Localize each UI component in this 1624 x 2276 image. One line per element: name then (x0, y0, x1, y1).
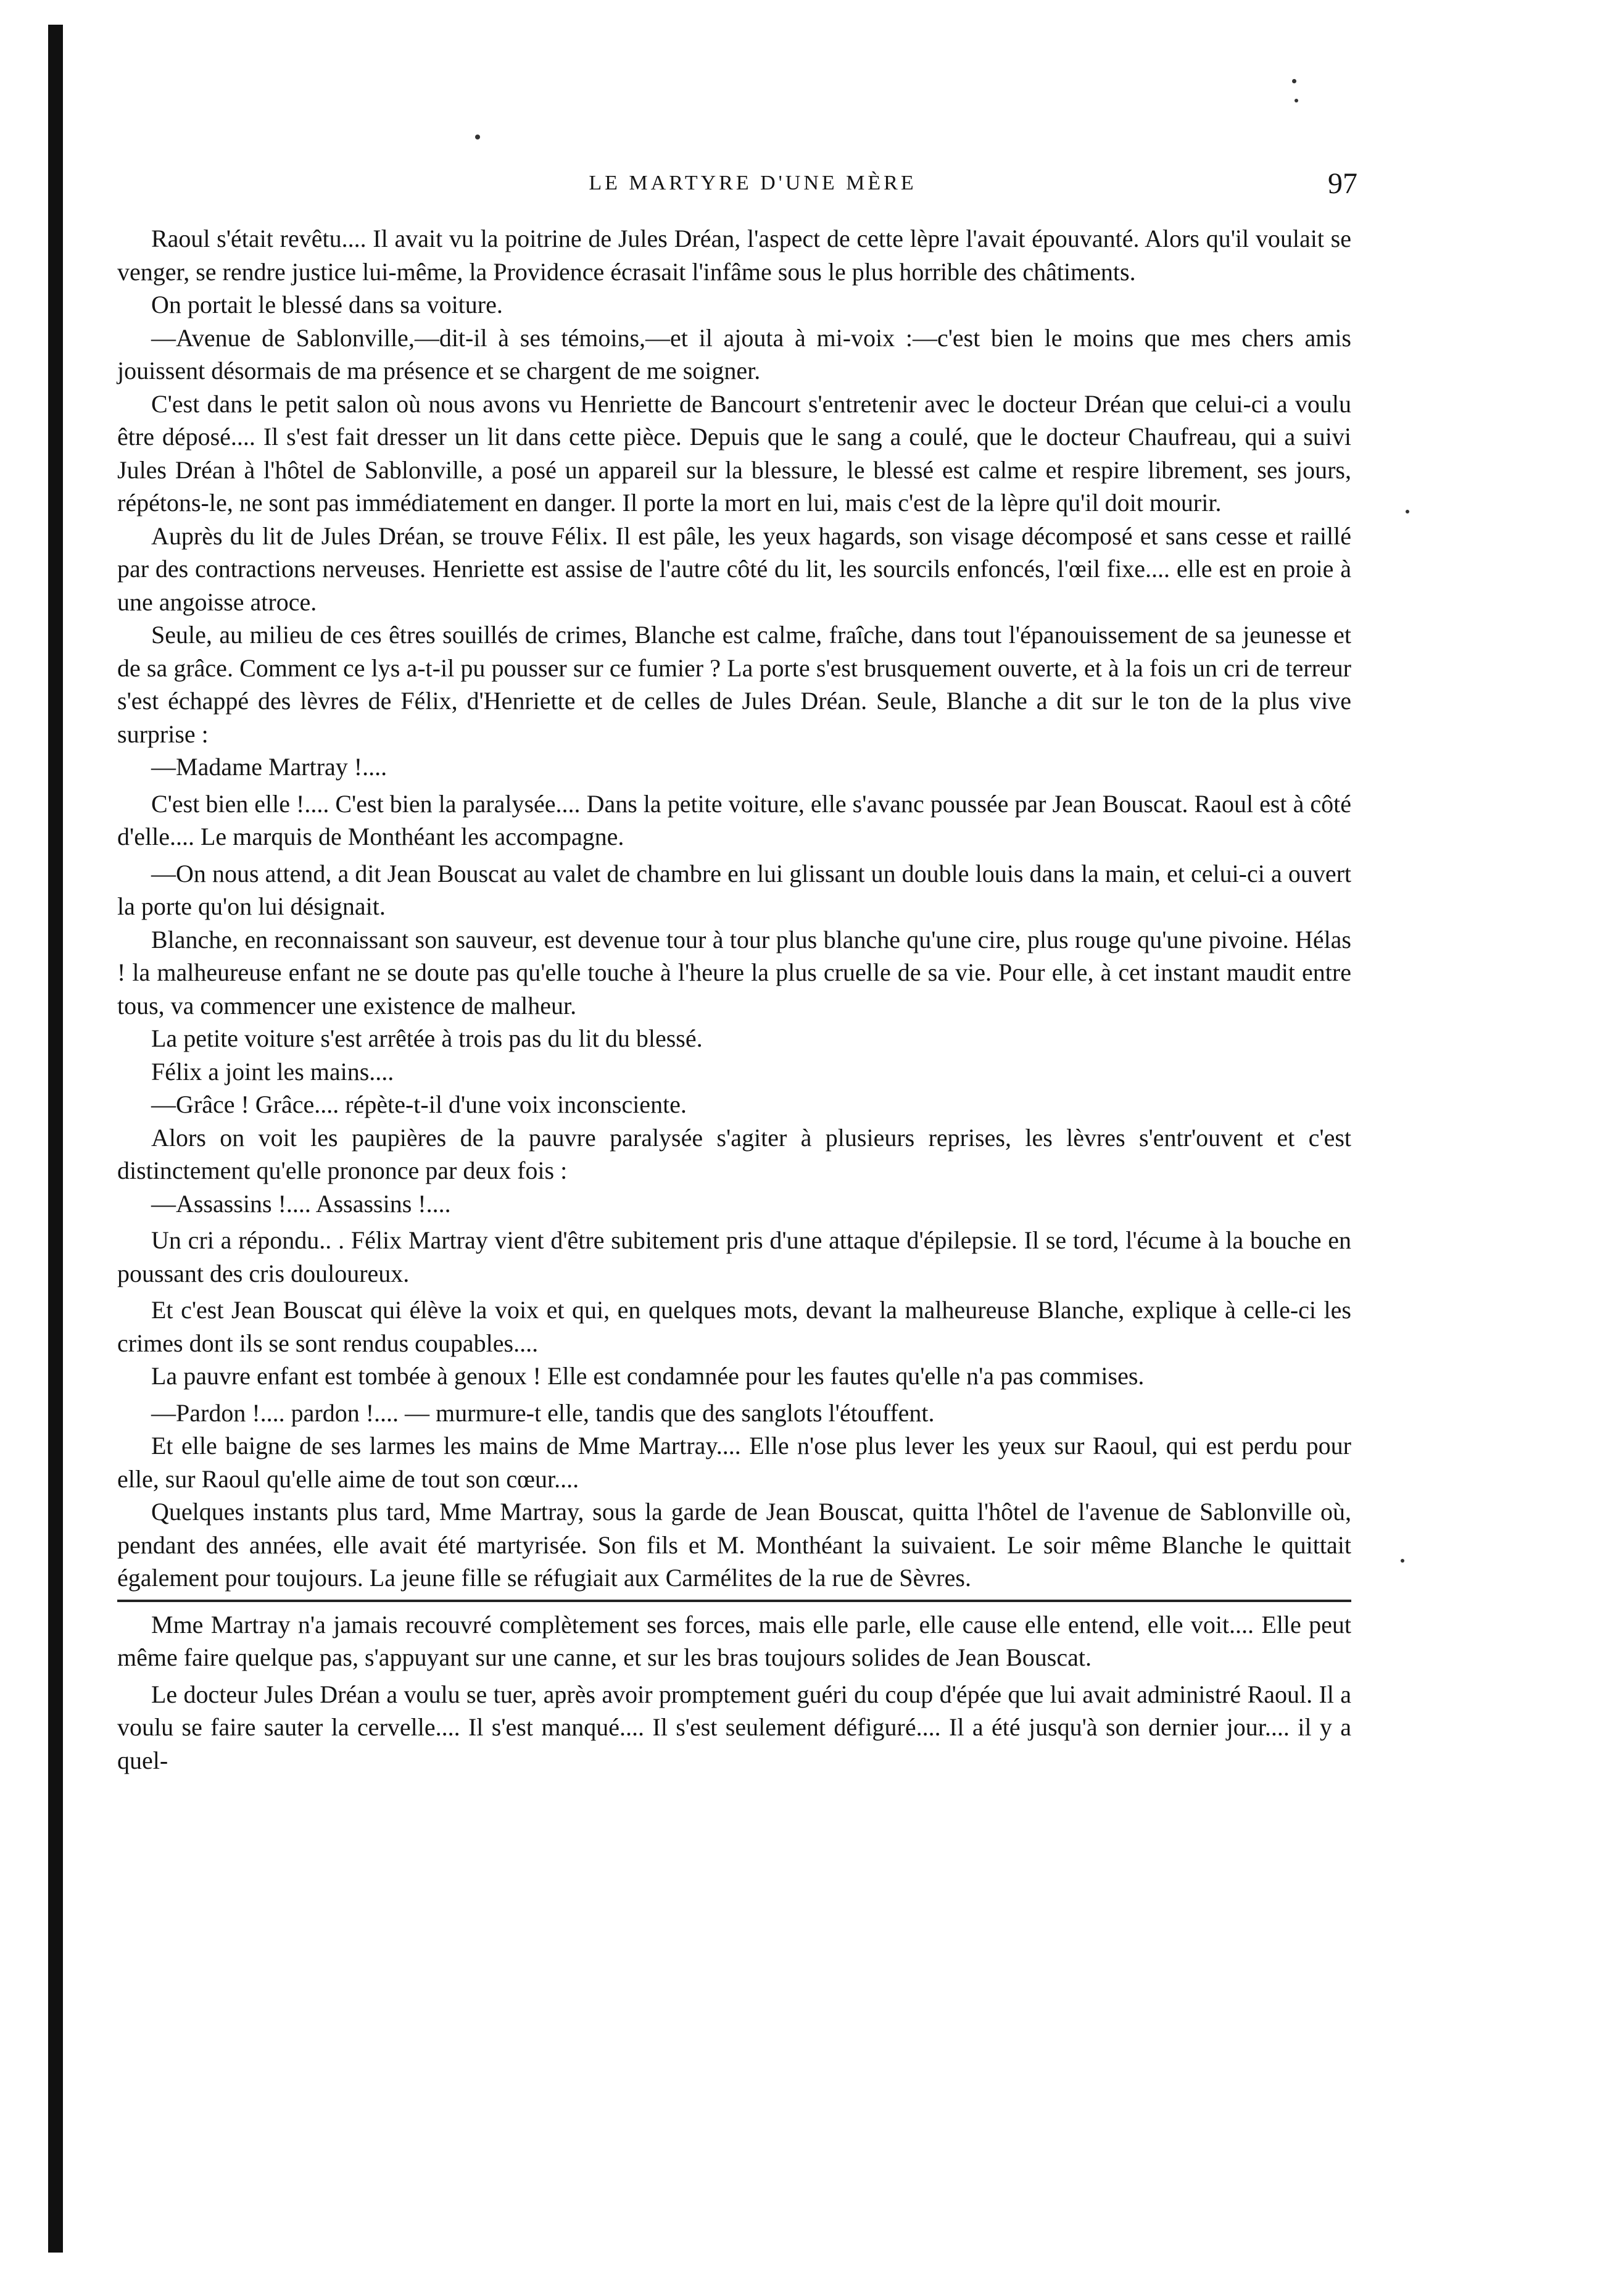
paragraph: —Pardon !.... pardon !.... — murmure-t elle, tandis que des sanglots l'étouffent. (151, 1398, 935, 1427)
section-divider (117, 1600, 1351, 1602)
paragraph: —Assassins !.... Assassins !.... (151, 1189, 451, 1218)
scan-speck (1295, 99, 1298, 102)
paragraph: Blanche, en reconnaissant son sauveur, est devenue tour à tour plus blanche qu'une cire, plus rouge qu'une pivoine. Hélas ! la malheureuse enfant ne se doute pas qu'elle touche à l'heure la plus cruelle de sa vie. Pour elle, à cet instant maudit entre tous, va commencer une existence de malheur. (117, 925, 1351, 1020)
paragraph: Et c'est Jean Bouscat qui élève la voix et qui, en quelques mots, devant la malheureuse Blanche, explique à celle-ci les crimes dont ils se sont rendus coupables.... (117, 1296, 1351, 1357)
running-title: LE MARTYRE D'UNE MÈRE (589, 172, 917, 194)
scan-speck (1401, 1559, 1404, 1563)
scan-speck (475, 135, 480, 139)
paragraph: Mme Martray n'a jamais recouvré complètement ses forces, mais elle parle, elle cause elle entend, elle voit.... Elle peut même faire quelque pas, s'appuyant sur une canne, et sur les bras toujours solides de Jean Bouscat. (117, 1610, 1351, 1671)
page-body (117, 222, 1351, 1777)
scan-speck (1406, 510, 1409, 513)
paragraph: Seule, au milieu de ces êtres souillés de crimes, Blanche est calme, fraîche, dans tout l'épanouissement de sa jeunesse et de sa grâce. Comment ce lys a-t-il pu pousser sur ce fumier ? La porte s'est brusquement ouverte, et à la fois un cri de terreur s'est échappé des lèvres de Félix, d'Henriette et de celles de Jules Dréan. Seule, Blanche a dit sur le ton de la plus vive surprise : (117, 621, 1351, 748)
page-binding-edge (48, 25, 63, 2253)
paragraph: —Grâce ! Grâce.... répète-t-il d'une voix inconsciente. (151, 1090, 687, 1118)
paragraph: Le docteur Jules Dréan a voulu se tuer, après avoir promptement guéri du coup d'épée que lui avait administré Raoul. Il a voulu se faire sauter la cervelle.... Il s'est manqué.... Il s'est seulement défiguré.... Il a été jusqu'à son dernier jour.... il y a quel- (117, 1680, 1351, 1774)
paragraph: —On nous attend, a dit Jean Bouscat au valet de chambre en lui glissant un double louis dans la main, et celui-ci a ouvert la porte qu'on lui désignait. (117, 859, 1351, 920)
paragraph: La petite voiture s'est arrêtée à trois pas du lit du blessé. (151, 1024, 703, 1052)
paragraph: Raoul s'était revêtu.... Il avait vu la poitrine de Jules Dréan, l'aspect de cette lèpre l'avait épouvanté. Alors qu'il voulait se venger, se rendre justice lui-même, la Providence écrasait l'infâme sous le plus horrible des châtiments. (117, 225, 1351, 286)
paragraph: Et elle baigne de ses larmes les mains de Mme Martray.... Elle n'ose plus lever les yeux sur Raoul, qui est perdu pour elle, sur Raoul qu'elle aime de tout son cœur.... (117, 1432, 1351, 1493)
paragraph: —Madame Martray !.... (151, 753, 387, 781)
paragraph: Félix a joint les mains.... (151, 1057, 394, 1086)
paragraph: C'est dans le petit salon où nous avons vu Henriette de Bancourt s'entretenir avec le docteur Dréan que celui-ci a voulu être déposé.... Il s'est fait dresser un lit dans cette pièce. Depuis que le sang a coulé, que le docteur Chaufreau, qui a suivi Jules Dréan à l'hôtel de Sablonville, a posé un appareil sur la blessure, le blessé est calme et respire librement, ses jours, répétons-le, ne sont pas immédiatement en danger. Il porte la mort en lui, mais c'est de la lèpre qu'il doit mourir. (117, 389, 1351, 517)
paragraph: Auprès du lit de Jules Dréan, se trouve Félix. Il est pâle, les yeux hagards, son visage décomposé et sans cesse et raillé par des contractions nerveuses. Henriette est assise de l'autre côté du lit, les sourcils enfoncés, l'œil fixe.... elle est en proie à une angoisse atroce. (117, 521, 1351, 616)
paragraph: La pauvre enfant est tombée à genoux ! Elle est condamnée pour les fautes qu'elle n'a pas commises. (151, 1362, 1145, 1390)
paragraph: —Avenue de Sablonville,—dit-il à ses témoins,—et il ajouta à mi-voix :—c'est bien le moins que mes chers amis jouissent désormais de ma présence et se chargent de me soigner. (117, 323, 1351, 384)
paragraph: On portait le blessé dans sa voiture. (151, 291, 503, 318)
running-header (148, 167, 1357, 209)
page-number: 97 (1328, 167, 1357, 200)
paragraph: C'est bien elle !.... C'est bien la paralysée.... Dans la petite voiture, elle s'avanc poussée par Jean Bouscat. Raoul est à côté d'elle.... Le marquis de Monthéant les accompagne. (117, 789, 1351, 850)
paragraph: Alors on voit les paupières de la pauvre paralysée s'agiter à plusieurs reprises, les lèvres s'entr'ouvent et c'est distinctement qu'elle prononce par deux fois : (117, 1123, 1351, 1184)
paragraph: Un cri a répondu.. . Félix Martray vient d'être subitement pris d'une attaque d'épilepsie. Il se tord, l'écume à la bouche en poussant des cris douloureux. (117, 1226, 1351, 1287)
scan-speck (1292, 79, 1296, 83)
paragraph: Quelques instants plus tard, Mme Martray, sous la garde de Jean Bouscat, quitta l'hôtel de l'avenue de Sablonville où, pendant des années, elle avait été martyrisée. Son fils et M. Monthéant la suivaient. Le soir même Blanche le quittait également pour toujours. La jeune fille se réfugiait aux Carmélites de la rue de Sèvres. (117, 1498, 1351, 1592)
